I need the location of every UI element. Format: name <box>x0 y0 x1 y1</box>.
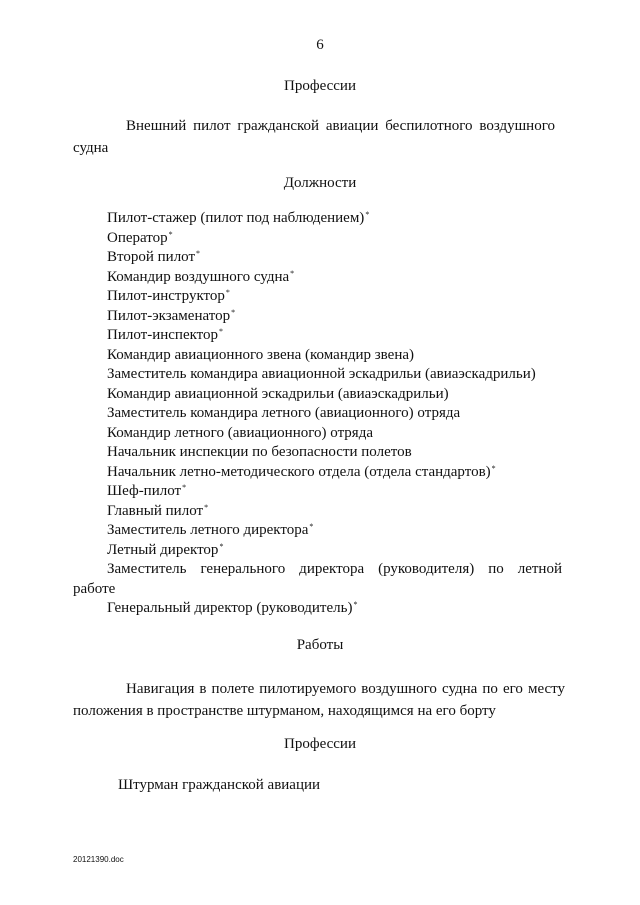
profession-line-2: судна <box>73 140 109 156</box>
position-label-continued: работе <box>73 580 116 597</box>
asterisk-mark: * <box>309 522 314 531</box>
position-item <box>107 346 567 366</box>
asterisk-mark: * <box>196 249 201 258</box>
position-label: Пилот-экзаменатор <box>107 307 231 324</box>
position-label: Пилот-инспектор <box>107 327 219 343</box>
profession-line-1: Внешний пилот гражданской авиации беспилотного воздушного <box>126 118 555 134</box>
position-label: Начальник летно-методического отдела (отдела стандартов) <box>107 463 491 480</box>
asterisk-mark: * <box>491 463 496 473</box>
navigator-profession: Штурман гражданской авиации <box>118 777 321 793</box>
position-label: Пилот-стажер (пилот под наблюдением) <box>107 210 365 226</box>
position-label: Командир авиационного звена (командир звена) <box>107 346 415 363</box>
position-label: Оператор <box>107 229 168 246</box>
position-label: Командир авиационной эскадрильи (авиаэскадрильи) <box>107 385 449 402</box>
position-label: Начальник инспекции по безопасности полетов <box>107 444 412 460</box>
asterisk-mark: * <box>168 229 173 239</box>
position-item <box>107 404 567 424</box>
position-label: Второй пилот <box>107 249 196 265</box>
position-item <box>107 521 567 541</box>
heading-positions: Должности <box>283 175 357 191</box>
asterisk-mark: * <box>365 210 370 219</box>
asterisk-mark: * <box>219 327 224 336</box>
position-item <box>107 443 567 463</box>
position-item <box>107 502 567 522</box>
position-item <box>73 560 567 599</box>
position-label: Командир летного (авиационного) отряда <box>107 424 373 441</box>
position-item <box>107 248 567 268</box>
asterisk-mark: * <box>353 600 358 609</box>
heading-works: Работы <box>296 637 344 653</box>
position-item <box>107 424 567 444</box>
position-item <box>107 541 567 561</box>
asterisk-mark: * <box>182 483 187 492</box>
page-number: 6 <box>316 37 324 53</box>
position-item <box>107 287 567 307</box>
heading-professions-2: Профессии <box>284 736 356 752</box>
asterisk-mark: * <box>231 307 236 317</box>
position-item <box>107 463 567 483</box>
asterisk-mark: * <box>225 288 230 297</box>
position-label: Шеф-пилот <box>107 483 182 499</box>
position-item <box>107 326 567 346</box>
position-item <box>107 268 567 288</box>
position-item <box>107 307 567 327</box>
position-item <box>107 599 567 619</box>
positions-list <box>73 209 567 619</box>
position-item <box>107 229 567 249</box>
heading-professions: Профессии <box>284 78 356 94</box>
work-line-1: Навигация в полете пилотируемого воздушного судна по его месту <box>126 681 565 697</box>
position-item <box>107 385 567 405</box>
asterisk-mark: * <box>219 541 224 551</box>
position-label: Летный директор <box>107 541 219 558</box>
position-label: Главный пилот <box>107 502 204 519</box>
position-label: Заместитель генерального директора (руководителя) по летной <box>107 561 562 577</box>
position-label: Командир воздушного судна <box>107 268 290 285</box>
file-name-footer: 20121390.doc <box>73 855 124 864</box>
work-line-2: положения в пространстве штурманом, находящимся на его борту <box>73 703 496 719</box>
asterisk-mark: * <box>290 268 295 278</box>
position-item <box>107 365 567 385</box>
position-item <box>107 482 567 502</box>
position-label: Заместитель командира авиационной эскадрильи (авиаэскадрильи) <box>107 366 536 382</box>
position-item <box>107 209 567 229</box>
position-label: Заместитель летного директора <box>107 522 309 538</box>
position-label: Пилот-инструктор <box>107 288 225 304</box>
position-label: Заместитель командира летного (авиационного) отряда <box>107 405 461 421</box>
asterisk-mark: * <box>204 502 209 512</box>
profession-paragraph <box>73 115 555 159</box>
work-paragraph <box>73 678 565 722</box>
position-label: Генеральный директор (руководитель) <box>107 600 353 616</box>
